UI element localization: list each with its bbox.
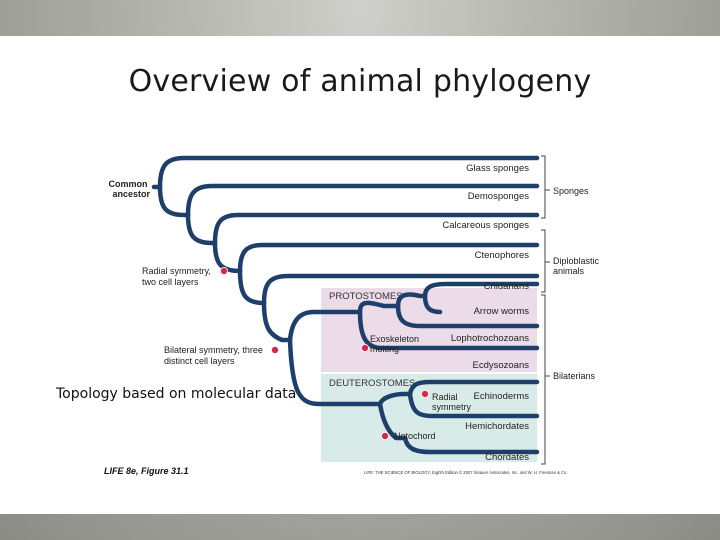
- marker-notochord: [381, 432, 388, 439]
- radial-note: Radial symmetry: [432, 392, 471, 412]
- taxon-label: Chordates: [485, 452, 529, 463]
- branch-n1: [160, 187, 188, 215]
- taxon-label: Demosponges: [467, 191, 529, 202]
- sponges-bracket: [541, 156, 550, 218]
- taxon-label: Ecdysozoans: [472, 360, 529, 371]
- taxon-label: Ctenophores: [474, 250, 529, 261]
- root-label: Common ancestor: [108, 179, 150, 199]
- figure-credit: LIFE 8e, Figure 31.1: [104, 466, 189, 476]
- group-brackets: [541, 156, 550, 464]
- slide-note: Topology based on molecular data: [56, 386, 297, 402]
- bilaterians-label: Bilaterians: [553, 371, 596, 381]
- diploblastic-bracket: [541, 230, 550, 292]
- branch-bilat: [264, 303, 290, 340]
- slide-title: Overview of animal phylogeny: [128, 64, 592, 99]
- taxon-label: Arrow worms: [473, 306, 529, 317]
- notochord-note: Notochord: [394, 431, 436, 441]
- protostomes-label: PROTOSTOMES: [329, 291, 403, 302]
- taxon-label: Glass sponges: [466, 163, 529, 174]
- branch-n4: [240, 271, 264, 303]
- deuterostomes-label: DEUTEROSTOMES: [329, 378, 416, 389]
- diploblastic-label: Diploblastic animals: [553, 256, 600, 276]
- bilateral-symmetry-note: Bilateral symmetry, three distinct cell layers: [164, 345, 263, 366]
- marker-exoskeleton: [361, 344, 368, 351]
- marker-radial-symmetry: [421, 390, 428, 397]
- exoskeleton-note: Exoskeleton molting: [370, 334, 420, 354]
- branch-n2: [188, 215, 215, 243]
- taxon-label: Cnidarians: [483, 281, 529, 292]
- taxon-label: Hemichordates: [465, 421, 529, 432]
- bilaterians-bracket: [541, 295, 550, 464]
- taxon-label: Calcareous sponges: [442, 220, 529, 231]
- branch-n3: [215, 243, 240, 271]
- sponges-label: Sponges: [553, 186, 589, 196]
- taxon-label: Lophotrochozoans: [450, 333, 529, 344]
- figure-credit-small: LIFE: THE SCIENCE OF BIOLOGY, Eighth Edition © 2007 Sinauer Associates, Inc. and W. H. Freeman & Co.: [364, 470, 568, 475]
- radial-symmetry-note: Radial symmetry, two cell layers: [142, 266, 211, 287]
- marker-radial: [220, 267, 227, 274]
- taxon-label: Echinoderms: [473, 391, 529, 402]
- marker-bilateral: [271, 346, 278, 353]
